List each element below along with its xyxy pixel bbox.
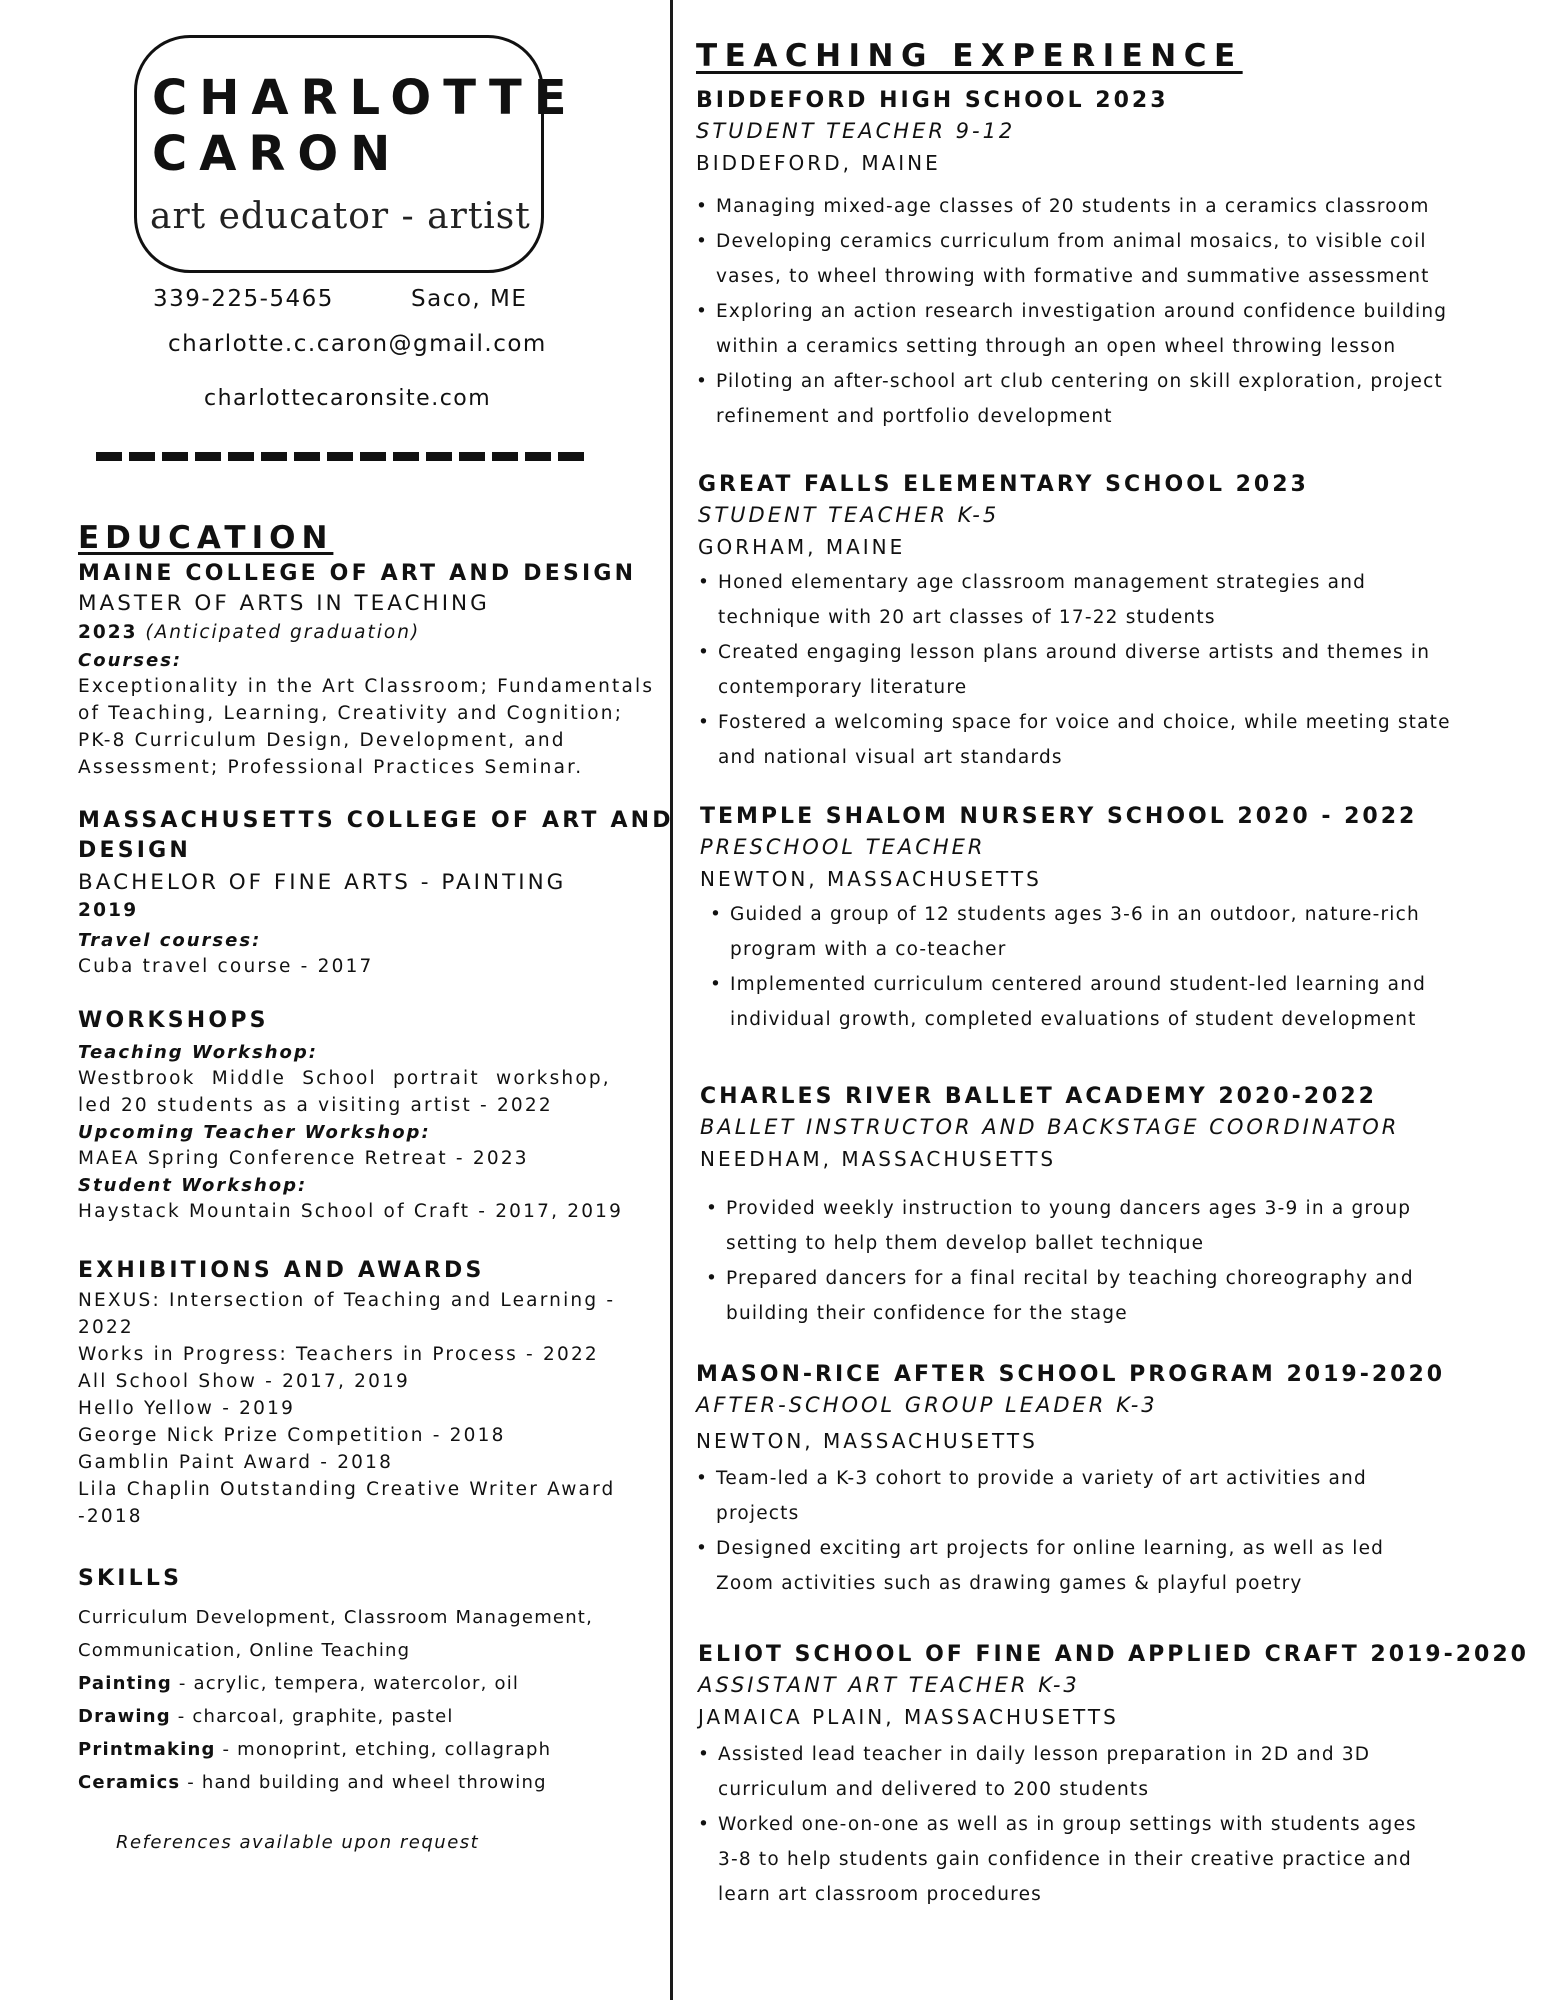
skill-painting	[78, 1673, 519, 1694]
exhibition-item: Lila Chaplin Outstanding Creative Writer Award	[78, 1479, 616, 1500]
job-bullet: • Created engaging lesson plans around diverse artists and themes in contemporary literature	[698, 635, 1458, 705]
massart-school: MASSACHUSETTS COLLEGE OF ART AND	[78, 808, 674, 833]
massart-school: DESIGN	[78, 838, 191, 863]
dashed-divider	[96, 452, 590, 461]
first-name: CHARLOTTE	[152, 70, 579, 126]
job-role: AFTER-SCHOOL GROUP LEADER K-3	[696, 1393, 1158, 1417]
skill-label: Printmaking	[78, 1739, 216, 1760]
exhibitions-title: EXHIBITIONS AND AWARDS	[78, 1258, 485, 1283]
job-location: NEEDHAM, MASSACHUSETTS	[700, 1147, 1057, 1171]
last-name: CARON	[152, 126, 403, 182]
job-role: PRESCHOOL TEACHER	[700, 835, 986, 859]
exhibition-item: NEXUS: Intersection of Teaching and Learning -	[78, 1290, 616, 1311]
job-bullets	[698, 565, 1458, 775]
teaching-workshop: led 20 students as a visiting artist - 2022	[78, 1095, 553, 1116]
job-bullets	[700, 897, 1430, 1037]
job-bullets	[696, 189, 1456, 434]
job-role: BALLET INSTRUCTOR AND BACKSTAGE COORDINATOR	[700, 1115, 1400, 1139]
skill-value: - monoprint, etching, collagraph	[215, 1739, 552, 1760]
meca-school: MAINE COLLEGE OF ART AND DESIGN	[78, 561, 637, 586]
massart-degree: BACHELOR OF FINE ARTS - PAINTING	[78, 870, 567, 895]
job-location: JAMAICA PLAIN, MASSACHUSETTS	[698, 1705, 1119, 1729]
exhibition-item: George Nick Prize Competition - 2018	[78, 1425, 506, 1446]
teaching-workshop-label: Teaching Workshop:	[78, 1042, 318, 1063]
tagline: art educator - artist	[150, 196, 531, 237]
job-bullet: • Fostered a welcoming space for voice and choice, while meeting state and national visual art standards	[698, 705, 1458, 775]
meca-degree: MASTER OF ARTS IN TEACHING	[78, 591, 490, 616]
skill-printmaking	[78, 1739, 551, 1760]
job-bullet: • Worked one-on-one as well as in group settings with students ages 3-8 to help students gain confidence in their creative practice and learn art classroom procedures	[698, 1807, 1433, 1912]
exhibition-item: Gamblin Paint Award - 2018	[78, 1452, 394, 1473]
job-bullet: • Managing mixed-age classes of 20 students in a ceramics classroom	[696, 189, 1456, 224]
skills-title: SKILLS	[78, 1566, 183, 1591]
skills-general: Communication, Online Teaching	[78, 1640, 411, 1661]
exhibition-item: -2018	[78, 1506, 143, 1527]
meca-year-note: (Anticipated graduation)	[145, 622, 421, 643]
teaching-workshop: Westbrook Middle School portrait workshop,	[78, 1068, 611, 1089]
skill-drawing	[78, 1706, 454, 1727]
skill-label: Drawing	[78, 1706, 171, 1727]
job-bullet: • Provided weekly instruction to young dancers ages 3-9 in a group setting to help them develop ballet technique	[706, 1191, 1430, 1261]
job-location: GORHAM, MAINE	[698, 535, 906, 559]
job-bullets	[698, 1737, 1433, 1912]
job-bullets	[696, 1461, 1426, 1601]
phone: 339-225-5465	[153, 286, 334, 312]
job-entry	[698, 472, 1458, 775]
job-bullet: • Assisted lead teacher in daily lesson preparation in 2D and 3D curriculum and delivered to 200 students	[698, 1737, 1433, 1807]
exhibition-item: Hello Yellow - 2019	[78, 1398, 296, 1419]
travel-course: Cuba travel course - 2017	[78, 956, 374, 977]
job-entry	[700, 804, 1430, 1037]
job-org: GREAT FALLS ELEMENTARY SCHOOL 2023	[698, 472, 1309, 497]
job-location: NEWTON, MASSACHUSETTS	[700, 867, 1042, 891]
job-bullet: • Team-led a K-3 cohort to provide a variety of art activities and projects	[696, 1461, 1426, 1531]
courses-line: Exceptionality in the Art Classroom; Fundamentals	[78, 676, 655, 697]
skill-label: Ceramics	[78, 1772, 181, 1793]
job-bullet: • Honed elementary age classroom management strategies and technique with 20 art classes of 17-22 students	[698, 565, 1458, 635]
courses-line: Assessment; Professional Practices Seminar.	[78, 757, 584, 778]
skill-value: - acrylic, tempera, watercolor, oil	[171, 1673, 520, 1694]
references-note: References available upon request	[116, 1832, 480, 1853]
meca-year-line	[78, 622, 420, 643]
job-role: STUDENT TEACHER 9-12	[696, 119, 1016, 143]
experience-title: TEACHING EXPERIENCE	[696, 38, 1243, 74]
job-bullet: • Implemented curriculum centered around student-led learning and individual growth, completed evaluations of student development	[710, 967, 1430, 1037]
massart-year: 2019	[78, 900, 139, 921]
job-role: ASSISTANT ART TEACHER K-3	[698, 1673, 1080, 1697]
job-org: ELIOT SCHOOL OF FINE AND APPLIED CRAFT 2019-2020	[698, 1642, 1529, 1667]
job-location: BIDDEFORD, MAINE	[696, 151, 941, 175]
job-entry	[696, 1362, 1446, 1601]
email: charlotte.c.caron@gmail.com	[168, 331, 547, 357]
job-entry	[698, 1642, 1529, 1912]
skill-value: - charcoal, graphite, pastel	[170, 1706, 454, 1727]
job-org: CHARLES RIVER BALLET ACADEMY 2020-2022	[700, 1084, 1377, 1109]
exhibition-item: Works in Progress: Teachers in Process - 2022	[78, 1344, 599, 1365]
skill-value: - hand building and wheel throwing	[180, 1772, 547, 1793]
meca-year: 2023	[78, 622, 138, 643]
job-bullet: • Piloting an after-school art club centering on skill exploration, project refinement and portfolio development	[696, 364, 1456, 434]
job-bullet: • Designed exciting art projects for online learning, as well as led Zoom activities such as drawing games & playful poetry	[696, 1531, 1426, 1601]
job-bullets	[700, 1191, 1430, 1331]
city: Saco, ME	[411, 286, 528, 312]
exhibition-item: All School Show - 2017, 2019	[78, 1371, 410, 1392]
website: charlottecaronsite.com	[204, 386, 492, 411]
job-bullet: • Developing ceramics curriculum from animal mosaics, to visible coil vases, to wheel throwing with formative and summative assessment	[696, 224, 1456, 294]
education-title: EDUCATION	[78, 520, 334, 556]
skill-ceramics	[78, 1772, 547, 1793]
job-role: STUDENT TEACHER K-5	[698, 503, 1000, 527]
job-bullet: • Prepared dancers for a final recital by teaching choreography and building their confidence for the stage	[706, 1261, 1430, 1331]
job-org: MASON-RICE AFTER SCHOOL PROGRAM 2019-2020	[696, 1362, 1446, 1387]
job-location: NEWTON, MASSACHUSETTS	[696, 1429, 1038, 1453]
upcoming-workshop: MAEA Spring Conference Retreat - 2023	[78, 1148, 529, 1169]
skills-general: Curriculum Development, Classroom Management,	[78, 1607, 593, 1628]
skill-label: Painting	[78, 1673, 172, 1694]
job-org: BIDDEFORD HIGH SCHOOL 2023	[696, 88, 1169, 113]
job-bullet: • Guided a group of 12 students ages 3-6 in an outdoor, nature-rich program with a co-teacher	[710, 897, 1430, 967]
upcoming-workshop-label: Upcoming Teacher Workshop:	[78, 1122, 431, 1143]
student-workshop-label: Student Workshop:	[78, 1175, 308, 1196]
job-entry	[700, 1084, 1430, 1331]
exhibition-item: 2022	[78, 1317, 134, 1338]
courses-label: Courses:	[78, 650, 183, 671]
column-divider	[670, 0, 673, 2000]
courses-line: of Teaching, Learning, Creativity and Cognition;	[78, 703, 624, 724]
student-workshop: Haystack Mountain School of Craft - 2017, 2019	[78, 1201, 624, 1222]
workshops-title: WORKSHOPS	[78, 1008, 269, 1033]
job-bullet: • Exploring an action research investigation around confidence building within a ceramics setting through an open wheel throwing lesson	[696, 294, 1456, 364]
job-org: TEMPLE SHALOM NURSERY SCHOOL 2020 - 2022	[700, 804, 1418, 829]
travel-label: Travel courses:	[78, 930, 262, 951]
courses-line: PK-8 Curriculum Design, Development, and	[78, 730, 566, 751]
job-entry	[696, 88, 1456, 434]
